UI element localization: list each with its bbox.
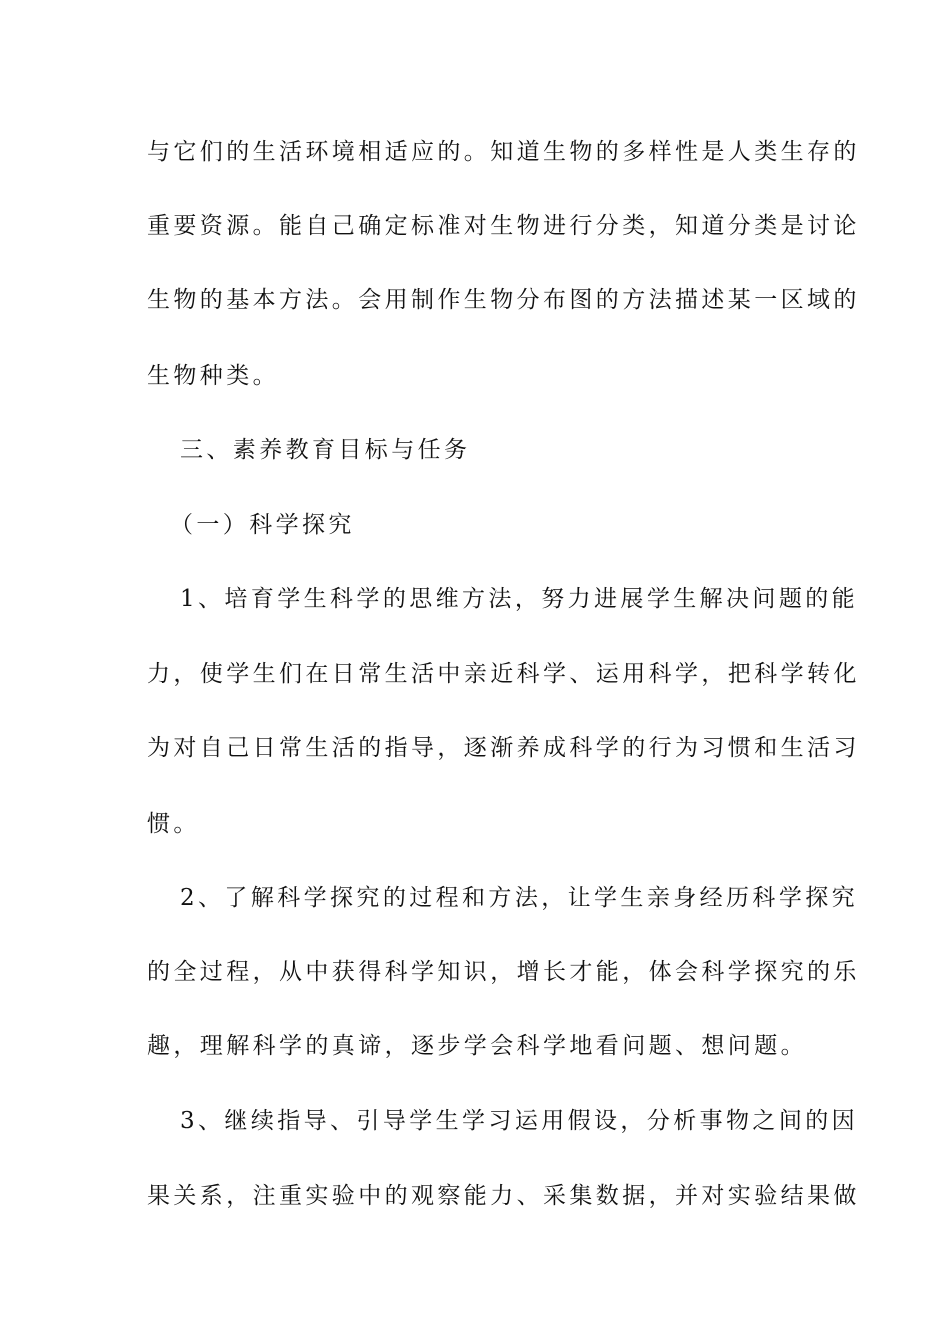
body-text-line: 2、了解科学探究的过程和方法，让学生亲身经历科学探究 — [180, 885, 859, 911]
body-text-line: 果关系，注重实验中的观察能力、采集数据，并对实验结果做 — [147, 1183, 860, 1209]
body-text-line: 力，使学生们在日常生活中亲近科学、运用科学，把科学转化 — [147, 661, 860, 687]
subsection-heading: （一）科学探究 — [170, 512, 355, 538]
body-text-line: 的全过程，从中获得科学知识，增长才能，体会科学探究的乐 — [147, 959, 860, 985]
body-text-line: 为对自己日常生活的指导，逐渐养成科学的行为习惯和生活习 — [147, 735, 860, 761]
body-text-line: 趣，理解科学的真谛，逐步学会科学地看问题、想问题。 — [147, 1033, 807, 1059]
body-text-line: 3、继续指导、引导学生学习运用假设，分析事物之间的因 — [180, 1108, 859, 1134]
body-text-line: 与它们的生活环境相适应的。知道生物的多样性是人类生存的 — [147, 139, 860, 165]
section-heading: 三、素养教育目标与任务 — [180, 437, 471, 463]
body-text-line: 重要资源。能自己确定标准对生物进行分类，知道分类是讨论 — [147, 213, 860, 239]
body-text-line: 生物种类。 — [147, 363, 279, 389]
body-text-line: 生物的基本方法。会用制作生物分布图的方法描述某一区域的 — [147, 287, 860, 313]
body-text-line: 1、培育学生科学的思维方法，努力进展学生解决问题的能 — [180, 586, 859, 612]
body-text-line: 惯。 — [147, 811, 200, 837]
